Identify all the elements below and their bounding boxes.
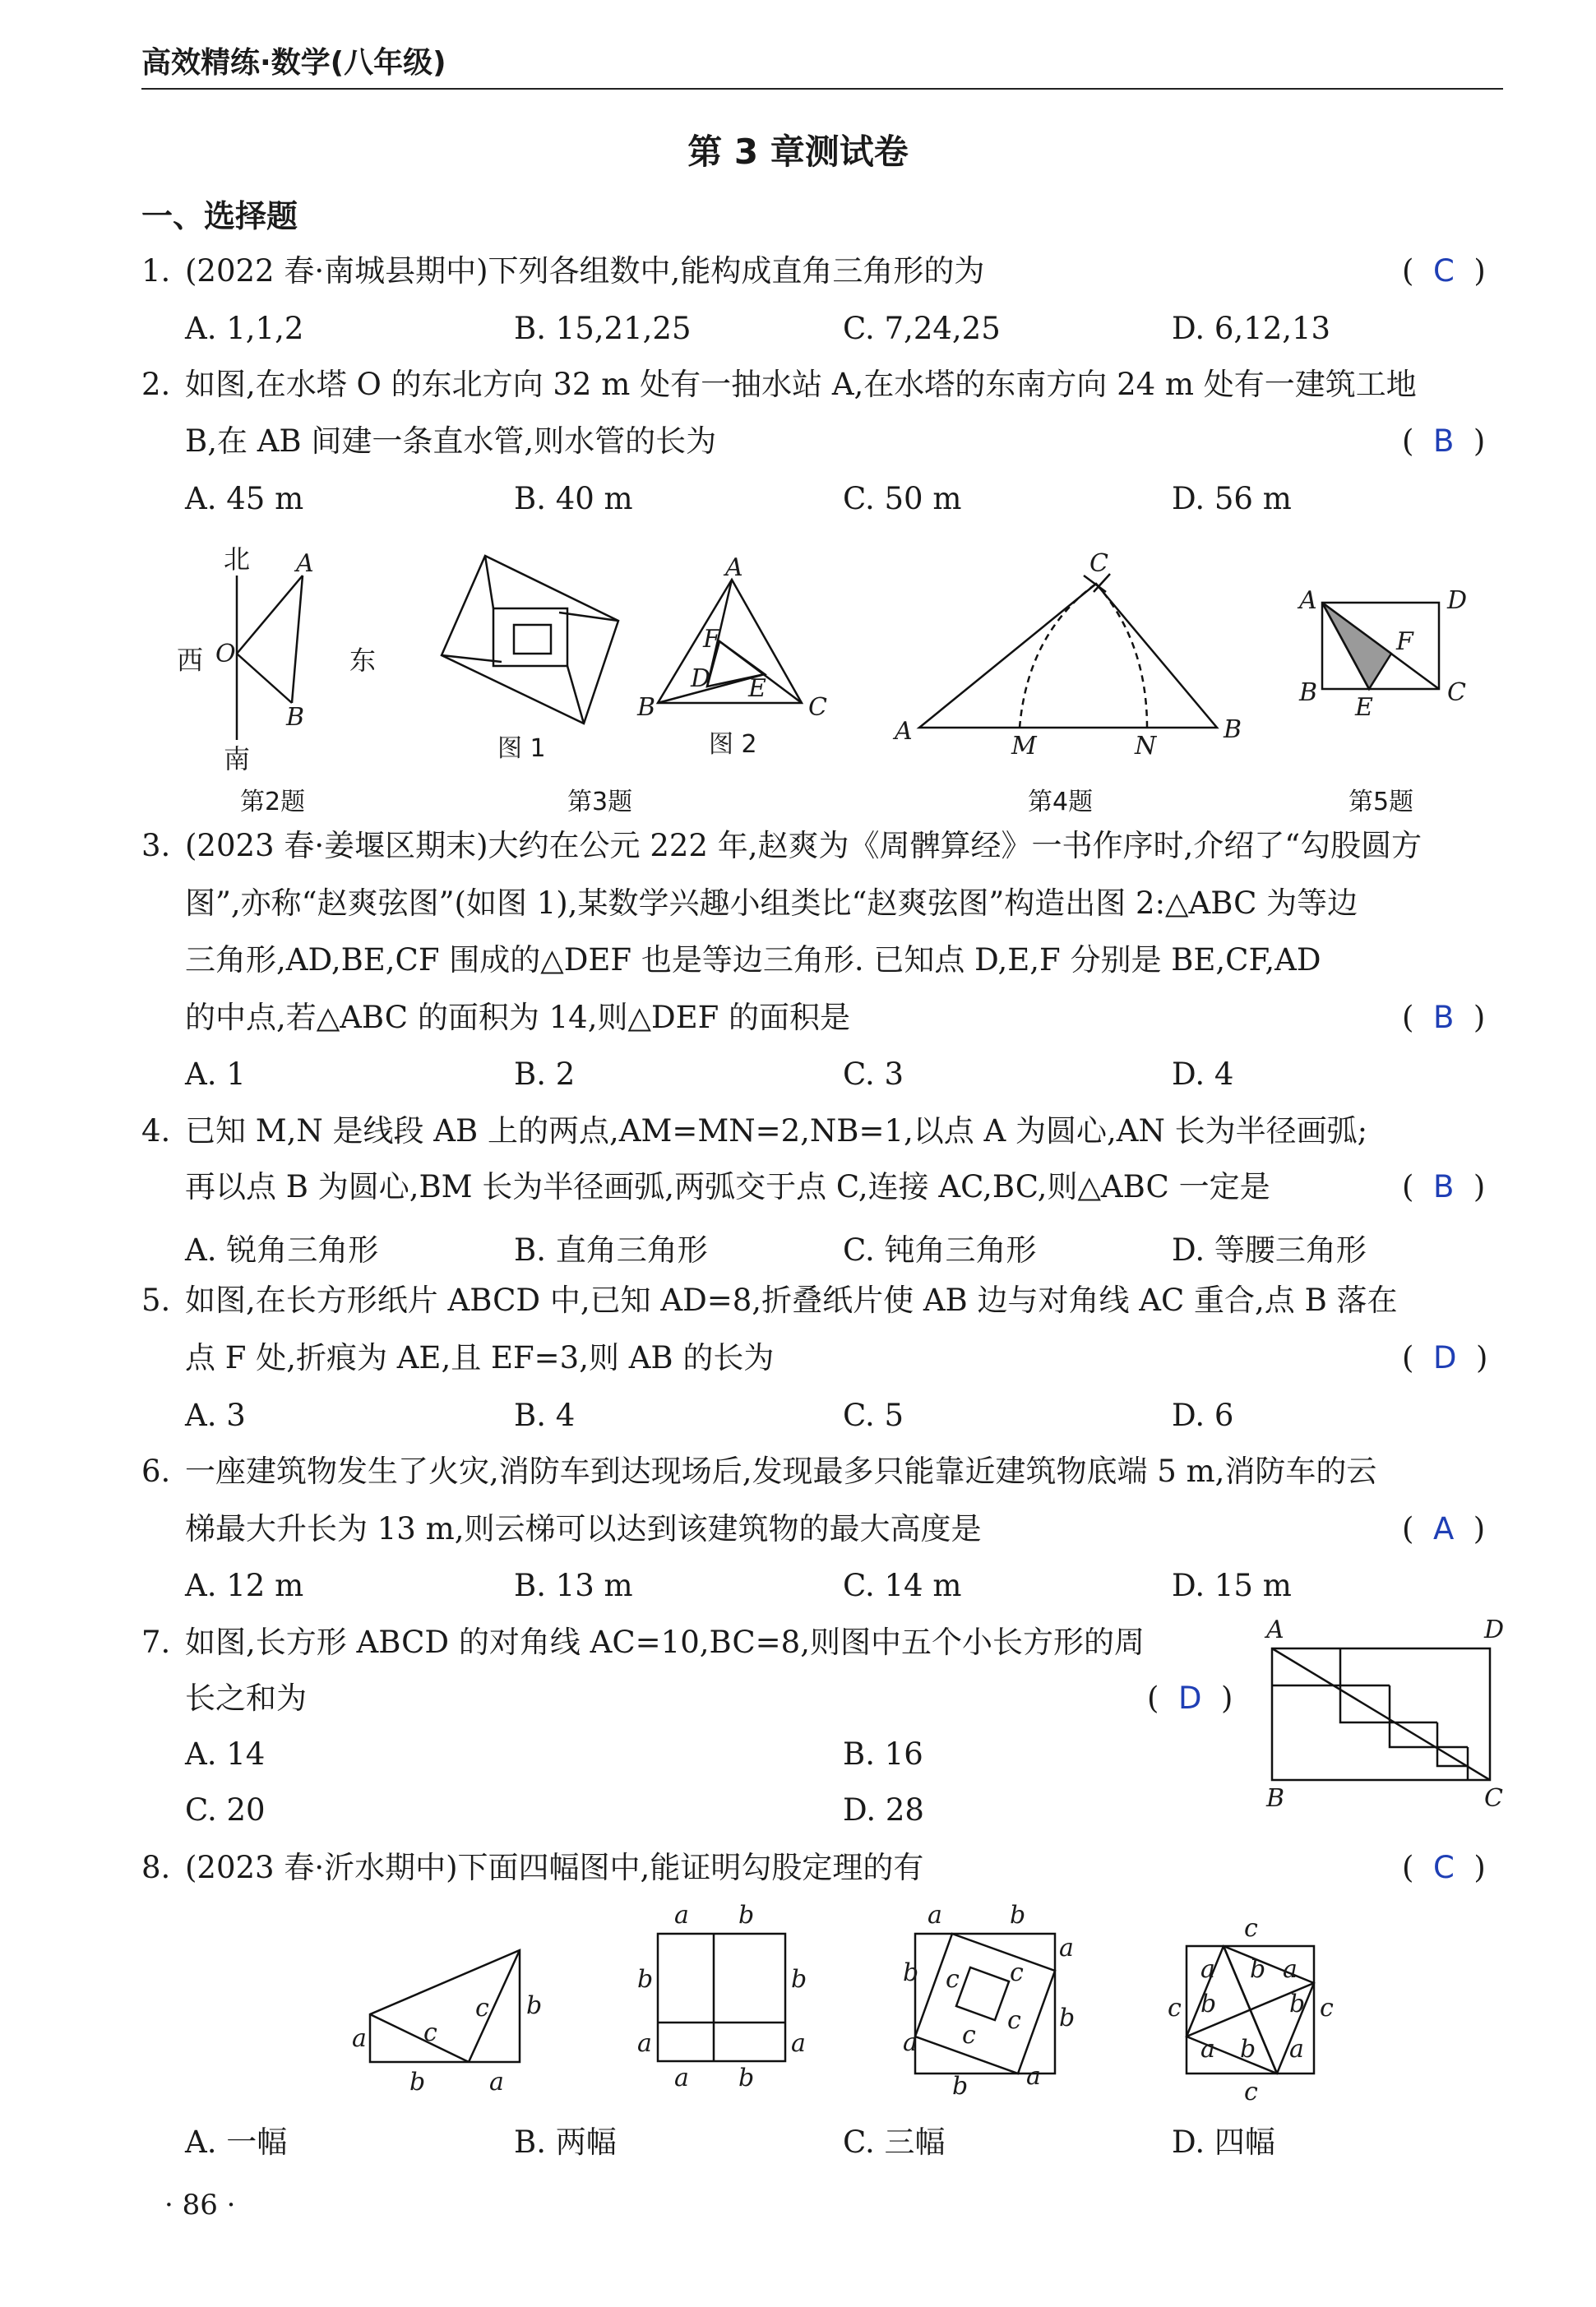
answer-letter: B xyxy=(1432,423,1455,459)
label-a: a xyxy=(928,1901,942,1930)
question-text: 如图,在长方形纸片 ABCD 中,已知 AD=8,折叠纸片使 AB 边与对角线 AC 重合,点 B 落在 xyxy=(185,1283,1398,1318)
answer-bracket: ( B ) xyxy=(1402,423,1486,459)
label-a: A xyxy=(725,553,743,582)
question-number: 1. xyxy=(141,253,171,289)
figure-caption: 第3题 xyxy=(567,788,633,816)
label-a: a xyxy=(903,2028,918,2057)
option-d: D. 56 m xyxy=(1172,481,1292,516)
label-a: a xyxy=(489,2068,504,2097)
label-a: a xyxy=(1289,2035,1304,2064)
question-text: 如图,在水塔 O 的东北方向 32 m 处有一抽水站 A,在水塔的东南方向 24 m 处有一建筑工地 xyxy=(185,367,1417,402)
label-a: a xyxy=(1200,2035,1215,2064)
option-d: D. 等腰三角形 xyxy=(1172,1232,1367,1268)
option-a: A. 1,1,2 xyxy=(185,311,304,346)
question-text: (2022 春·南城县期中)下列各组数中,能构成直角三角形的为 xyxy=(185,253,985,289)
label-b: b xyxy=(1250,1955,1266,1984)
label-c: C xyxy=(1089,549,1108,578)
option-b: B. 两幅 xyxy=(514,2124,617,2160)
label-b: B xyxy=(286,703,305,732)
answer-letter: B xyxy=(1432,1169,1455,1204)
label-e: E xyxy=(748,674,766,703)
option-d: D. 28 xyxy=(843,1792,924,1828)
figure-caption: 第2题 xyxy=(240,788,306,816)
label-b: b xyxy=(791,1965,807,1994)
label-n: N xyxy=(1135,732,1157,761)
label-a: a xyxy=(1059,1934,1074,1963)
option-a: A. 3 xyxy=(185,1398,246,1433)
question-text: B,在 AB 间建一条直水管,则水管的长为 xyxy=(185,423,717,459)
question-text: (2023 春·沂水期中)下面四幅图中,能证明勾股定理的有 xyxy=(185,1850,924,1885)
label-west: 西 xyxy=(177,645,204,676)
answer-letter: A xyxy=(1432,1511,1455,1546)
label-a: a xyxy=(637,2029,652,2058)
section-title: 一、选择题 xyxy=(141,198,298,234)
label-b: b xyxy=(1240,2035,1256,2064)
answer-bracket: ( B ) xyxy=(1402,1000,1486,1035)
label-c: C xyxy=(1484,1784,1503,1813)
label-a: A xyxy=(1266,1616,1284,1644)
option-a: A. 一幅 xyxy=(185,2124,288,2160)
answer-letter: C xyxy=(1432,1850,1455,1885)
fig2-caption: 图 2 xyxy=(709,730,757,759)
page-title: 第 3 章测试卷 xyxy=(687,132,909,172)
question-number: 3. xyxy=(141,828,171,863)
page-number: · 86 · xyxy=(164,2189,236,2221)
option-d: D. 6,12,13 xyxy=(1172,311,1331,346)
label-a: a xyxy=(791,2029,806,2058)
label-c: c xyxy=(1168,1994,1182,2023)
label-a: a xyxy=(352,2024,367,2053)
label-d: D xyxy=(1484,1616,1505,1644)
option-c: C. 14 m xyxy=(843,1568,962,1603)
option-b: B. 40 m xyxy=(514,481,633,516)
label-f: F xyxy=(703,625,720,654)
fig1-caption: 图 1 xyxy=(497,734,546,763)
option-d: D. 15 m xyxy=(1172,1568,1292,1603)
option-a: A. 1 xyxy=(185,1056,246,1092)
label-b: B xyxy=(637,693,656,722)
label-b: B xyxy=(1224,715,1242,744)
answer-letter: D xyxy=(1177,1681,1202,1716)
option-a: A. 45 m xyxy=(185,481,304,516)
label-b: b xyxy=(903,1958,919,1987)
figure-caption: 第4题 xyxy=(1028,788,1094,816)
option-c: C. 7,24,25 xyxy=(843,311,1001,346)
label-a: a xyxy=(674,2064,689,2092)
question-text: 再以点 B 为圆心,BM 长为半径画弧,两弧交于点 C,连接 AC,BC,则△ABC 一定是 xyxy=(185,1169,1270,1204)
label-a: A xyxy=(1299,586,1317,615)
option-a: A. 锐角三角形 xyxy=(185,1232,379,1268)
label-c: C xyxy=(808,693,827,722)
question-text: 已知 M,N 是线段 AB 上的两点,AM=MN=2,NB=1,以点 A 为圆心,AN 长为半径画弧; xyxy=(185,1113,1368,1149)
option-c: C. 50 m xyxy=(843,481,962,516)
question-text: 长之和为 xyxy=(185,1681,307,1716)
label-b: b xyxy=(526,1991,543,2020)
label-d: D xyxy=(691,664,711,693)
label-b: b xyxy=(1200,1990,1217,2018)
answer-letter: B xyxy=(1432,1000,1455,1035)
question-number: 6. xyxy=(141,1454,171,1489)
label-b: b xyxy=(1059,2004,1076,2032)
option-d: D. 6 xyxy=(1172,1398,1234,1433)
label-c: c xyxy=(423,2018,437,2047)
question-text: 的中点,若△ABC 的面积为 14,则△DEF 的面积是 xyxy=(185,1000,851,1035)
label-c: c xyxy=(962,2021,976,2050)
question-text: (2023 春·姜堰区期末)大约在公元 222 年,赵爽为《周髀算经》一书作序时,介绍了“勾股圆方 xyxy=(185,828,1423,863)
label-north: 北 xyxy=(224,543,251,575)
question-text: 图”,亦称“赵爽弦图”(如图 1),某数学兴趣小组类比“赵爽弦图”构造出图 2:△ABC 为等边 xyxy=(185,885,1358,921)
option-c: C. 20 xyxy=(185,1792,266,1828)
answer-letter: D xyxy=(1432,1340,1457,1375)
label-a: a xyxy=(1200,1955,1215,1984)
question-number: 8. xyxy=(141,1850,171,1885)
option-c: C. 5 xyxy=(843,1398,904,1433)
option-b: B. 16 xyxy=(843,1736,923,1772)
label-c: c xyxy=(475,1994,489,2023)
option-c: C. 钝角三角形 xyxy=(843,1232,1037,1268)
label-c: c xyxy=(1010,1958,1024,1987)
question-number: 2. xyxy=(141,367,171,402)
label-b: B xyxy=(1266,1784,1285,1813)
question-text: 如图,长方形 ABCD 的对角线 AC=10,BC=8,则图中五个小长方形的周 xyxy=(185,1625,1145,1660)
option-c: C. 三幅 xyxy=(843,2124,946,2160)
answer-bracket: ( A ) xyxy=(1402,1511,1486,1546)
label-b: b xyxy=(738,2064,755,2092)
option-a: A. 14 xyxy=(185,1736,266,1772)
label-b: b xyxy=(1010,1901,1026,1930)
label-b: b xyxy=(952,2072,969,2101)
answer-letter: C xyxy=(1432,253,1455,289)
question-text: 点 F 处,折痕为 AE,且 EF=3,则 AB 的长为 xyxy=(185,1340,775,1375)
option-d: D. 四幅 xyxy=(1172,2124,1275,2160)
question-number: 4. xyxy=(141,1113,171,1149)
label-b: b xyxy=(409,2068,426,2097)
option-d: D. 4 xyxy=(1172,1056,1234,1092)
option-b: B. 直角三角形 xyxy=(514,1232,708,1268)
label-c: c xyxy=(1244,1914,1258,1943)
question-text: 一座建筑物发生了火灾,消防车到达现场后,发现最多只能靠近建筑物底端 5 m,消防车的云 xyxy=(185,1454,1377,1489)
label-c: C xyxy=(1447,678,1466,707)
option-b: B. 2 xyxy=(514,1056,576,1092)
label-c: c xyxy=(1320,1994,1334,2023)
label-c: c xyxy=(1007,2006,1021,2035)
label-b: b xyxy=(637,1965,654,1994)
label-c: c xyxy=(1244,2078,1258,2106)
label-f: F xyxy=(1396,627,1413,656)
label-a: a xyxy=(674,1901,689,1930)
answer-bracket: ( C ) xyxy=(1402,253,1486,289)
label-a: A xyxy=(296,549,314,578)
answer-bracket: ( D ) xyxy=(1147,1681,1233,1716)
label-a: a xyxy=(1026,2062,1041,2091)
label-south: 南 xyxy=(224,743,251,774)
label-b: b xyxy=(738,1901,755,1930)
option-b: B. 4 xyxy=(514,1398,576,1433)
option-b: B. 15,21,25 xyxy=(514,311,692,346)
label-d: D xyxy=(1447,586,1468,615)
label-b: B xyxy=(1299,678,1318,707)
label-b: b xyxy=(1289,1990,1306,2018)
label-c: c xyxy=(946,1965,960,1994)
figure-caption: 第5题 xyxy=(1349,788,1414,816)
label-a: a xyxy=(1283,1955,1298,1984)
answer-bracket: ( B ) xyxy=(1402,1169,1486,1204)
header-rule xyxy=(141,88,1503,90)
question-text: 三角形,AD,BE,CF 围成的△DEF 也是等边三角形. 已知点 D,E,F 分别是 BE,CF,AD xyxy=(185,942,1321,978)
answer-bracket: ( D ) xyxy=(1402,1340,1488,1375)
label-m: M xyxy=(1011,732,1037,761)
option-c: C. 3 xyxy=(843,1056,904,1092)
label-east: 东 xyxy=(349,645,377,676)
question-number: 7. xyxy=(141,1625,171,1660)
option-b: B. 13 m xyxy=(514,1568,633,1603)
label-a: A xyxy=(895,717,913,746)
label-e: E xyxy=(1355,693,1373,722)
answer-bracket: ( C ) xyxy=(1402,1850,1486,1885)
header-title: 高效精练·数学(八年级) xyxy=(141,46,446,80)
option-a: A. 12 m xyxy=(185,1568,304,1603)
question-number: 5. xyxy=(141,1283,171,1318)
question-text: 梯最大升长为 13 m,则云梯可以达到该建筑物的最大高度是 xyxy=(185,1511,982,1546)
label-o: O xyxy=(215,640,236,668)
